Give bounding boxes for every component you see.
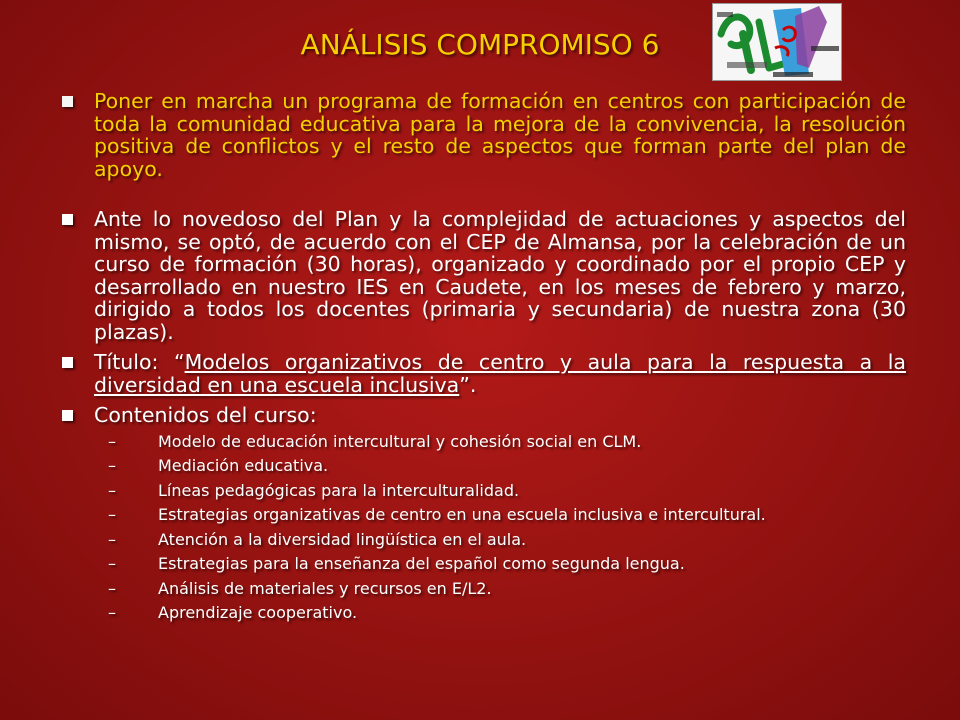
bullet-item-3 (60, 351, 906, 396)
dash-icon: – (108, 578, 116, 598)
dash-icon: – (108, 603, 116, 622)
list-item-text: Líneas pedagógicas para la interculturalidad. (158, 480, 520, 500)
bullet-text: Ante lo novedoso del Plan y la complejidad de actuaciones y aspectos del mismo, se optó, de acuerdo con el CEP de Almansa, por la celebración de un curso de formación (30 horas), organizado y coordinado por el propio CEP y desarrollado en nuestro IES en Caudete, en los meses de febrero y marzo, dirigido a todos los docentes (primaria y secundaria) de nuestra zona (30 plazas). (94, 207, 906, 344)
list-item-text: Estrategias organizativas de centro en una escuela inclusiva e intercultural. (158, 505, 766, 524)
dash-icon: – (108, 480, 116, 500)
list-item-text: Estrategias para la enseñanza del español como segunda lengua. (158, 554, 685, 573)
square-bullet-icon (62, 410, 73, 421)
list-item (108, 553, 906, 574)
bullet-text: Poner en marcha un programa de formación en centros con participación de toda la comunidad educativa para la mejora de la convivencia, la resolución positiva de conflictos y el resto de aspectos que forman parte del plan de apoyo. (94, 89, 906, 181)
square-bullet-icon (62, 357, 73, 368)
list-item (108, 455, 906, 476)
contents-list (60, 431, 906, 624)
course-title-suffix: ”. (459, 372, 477, 397)
list-item-text: Mediación educativa. (158, 456, 329, 475)
course-title: Modelos organizativos de centro y aula para la respuesta a la diversidad en una escuela inclusiva (94, 350, 906, 397)
list-item-text: Atención a la diversidad lingüística en el aula. (158, 529, 527, 549)
bullet-item-1 (60, 90, 906, 180)
page-title: ANÁLISIS COMPROMISO 6 (300, 28, 660, 61)
slide-content (60, 90, 906, 627)
list-item-text: Modelo de educación intercultural y cohesión social en CLM. (158, 431, 642, 451)
bullet-item-2 (60, 208, 906, 343)
bullet-item-4 (60, 404, 906, 427)
square-bullet-icon (62, 214, 73, 225)
list-item (108, 602, 906, 623)
list-item-text: Aprendizaje cooperativo. (158, 603, 358, 622)
school-logo (712, 3, 842, 81)
bullet-text: Contenidos del curso: (94, 403, 317, 427)
list-item (108, 480, 906, 501)
dash-icon: – (108, 554, 116, 573)
list-item (108, 529, 906, 550)
list-item (108, 504, 906, 525)
list-item (108, 431, 906, 452)
dash-icon: – (108, 431, 116, 451)
list-item-text: Análisis de materiales y recursos en E/L2. (158, 578, 492, 598)
dash-icon: – (108, 456, 116, 475)
list-item (108, 578, 906, 599)
dash-icon: – (108, 505, 116, 524)
course-title-prefix: Título: “ (94, 350, 185, 374)
square-bullet-icon (62, 96, 73, 107)
dash-icon: – (108, 529, 116, 549)
